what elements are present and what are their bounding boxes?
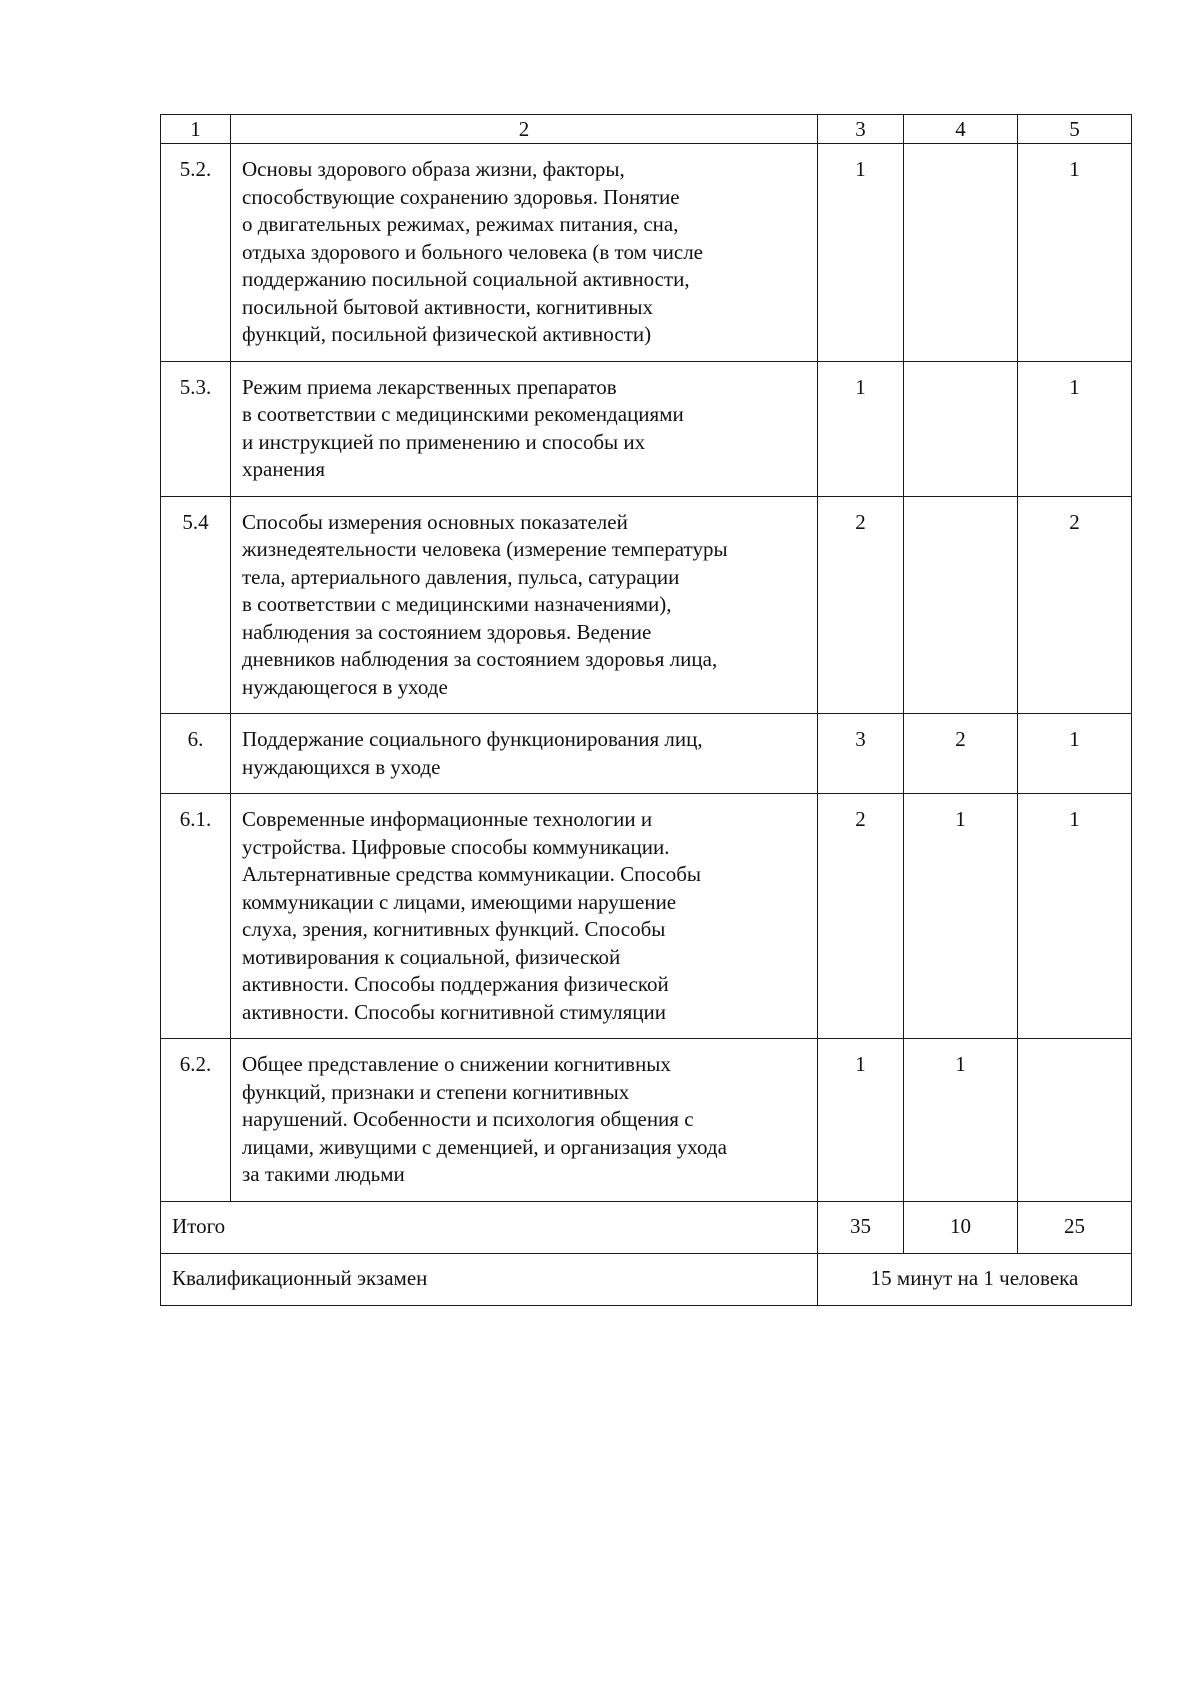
topic-line: Современные информационные технологии и [242, 807, 653, 831]
exam-label: Квалификационный экзамен [161, 1253, 818, 1305]
table-row [161, 794, 1132, 1039]
exam-duration: 15 минут на 1 человека [818, 1253, 1132, 1305]
topic-cell [231, 496, 818, 714]
topic-line: Способы измерения основных показателей [242, 509, 628, 534]
header-cell-3: 3 [818, 115, 904, 144]
table-row [161, 714, 1132, 794]
topic-line: коммуникации с лицами, имеющими нарушение [242, 889, 677, 914]
topic-cell [231, 714, 818, 794]
row-number: 6.1. [161, 794, 231, 1039]
hours-cell-c4: 1 [904, 794, 1018, 1039]
hours-cell-c3: 1 [818, 144, 904, 362]
hours-cell-c3: 2 [818, 496, 904, 714]
row-number: 5.4 [161, 496, 231, 714]
exam-row [161, 1253, 1132, 1305]
topic-line: Общее представление о снижении когнитивных [242, 1052, 671, 1076]
topic-line: о двигательных режимах, режимах питания, сна, [242, 212, 679, 236]
topic-line: функций, признаки и степени когнитивных [242, 1079, 630, 1104]
table-row [161, 496, 1132, 714]
topic-line: дневников наблюдения за состоянием здоровья лица, [242, 647, 718, 671]
topic-line: отдыха здорового и больного человека (в том числе [242, 239, 704, 264]
topic-line: тела, артериального давления, пульса, сатурации [242, 564, 680, 589]
total-c5: 25 [1018, 1201, 1132, 1253]
hours-cell-c4: 2 [904, 714, 1018, 794]
table-row [161, 144, 1132, 362]
topic-line: поддержанию посильной социальной активности, [242, 267, 690, 291]
topic-line: нуждающихся в уходе [242, 754, 441, 779]
table-row [161, 361, 1132, 496]
topic-line: Поддержание социального функционирования лиц, [242, 727, 703, 751]
topic-line: Альтернативные средства коммуникации. Способы [242, 862, 702, 886]
topic-cell [231, 144, 818, 362]
header-cell-2: 2 [231, 115, 818, 144]
topic-line: устройства. Цифровые способы коммуникации. [242, 834, 670, 859]
hours-cell-c5: 2 [1018, 496, 1132, 714]
header-cell-1: 1 [161, 115, 231, 144]
topic-line: и инструкцией по применению и способы их [242, 429, 646, 454]
hours-cell-c4: 1 [904, 1039, 1018, 1202]
table-body [161, 115, 1132, 1306]
topic-line: в соответствии с медицинскими назначениями), [242, 592, 672, 616]
hours-cell-c3: 2 [818, 794, 904, 1039]
hours-cell-c4 [904, 144, 1018, 362]
topic-line: нуждающегося в уходе [242, 674, 448, 699]
topic-line: Режим приема лекарственных препаратов [242, 374, 617, 399]
row-number: 6. [161, 714, 231, 794]
hours-cell-c5: 1 [1018, 361, 1132, 496]
header-cell-4: 4 [904, 115, 1018, 144]
topic-line: наблюдения за состоянием здоровья. Ведение [242, 619, 652, 644]
topic-line: активности. Способы поддержания физической [242, 972, 669, 996]
hours-cell-c5 [1018, 1039, 1132, 1202]
row-number: 5.2. [161, 144, 231, 362]
topic-line: хранения [242, 457, 326, 481]
hours-cell-c5: 1 [1018, 144, 1132, 362]
topic-line: в соответствии с медицинскими рекомендациями [242, 402, 684, 426]
topic-cell [231, 794, 818, 1039]
total-row [161, 1201, 1132, 1253]
topic-line: за такими людьми [242, 1162, 405, 1186]
topic-line: слуха, зрения, когнитивных функций. Способы [242, 917, 666, 941]
topic-line: жизнедеятельности человека (измерение температуры [242, 537, 728, 561]
row-number: 6.2. [161, 1039, 231, 1202]
total-label: Итого [161, 1201, 818, 1253]
topic-line: нарушений. Особенности и психология общения с [242, 1107, 694, 1131]
topic-cell [231, 1039, 818, 1202]
topic-line: посильной бытовой активности, когнитивных [242, 294, 654, 319]
topic-line: мотивирования к социальной, физической [242, 944, 621, 969]
total-c4: 10 [904, 1201, 1018, 1253]
hours-cell-c4 [904, 361, 1018, 496]
hours-cell-c5: 1 [1018, 714, 1132, 794]
hours-cell-c3: 3 [818, 714, 904, 794]
row-number: 5.3. [161, 361, 231, 496]
topic-cell [231, 361, 818, 496]
curriculum-table [160, 114, 1132, 1306]
hours-cell-c3: 1 [818, 1039, 904, 1202]
topic-line: способствующие сохранению здоровья. Понятие [242, 184, 680, 209]
topic-line: функций, посильной физической активности) [242, 322, 652, 346]
hours-cell-c4 [904, 496, 1018, 714]
total-c3: 35 [818, 1201, 904, 1253]
header-cell-5: 5 [1018, 115, 1132, 144]
header-row [161, 115, 1132, 144]
table-row [161, 1039, 1132, 1202]
hours-cell-c3: 1 [818, 361, 904, 496]
topic-line: активности. Способы когнитивной стимуляции [242, 999, 666, 1024]
topic-line: лицами, живущими с деменцией, и организация ухода [242, 1134, 727, 1159]
hours-cell-c5: 1 [1018, 794, 1132, 1039]
topic-line: Основы здорового образа жизни, факторы, [242, 157, 625, 181]
